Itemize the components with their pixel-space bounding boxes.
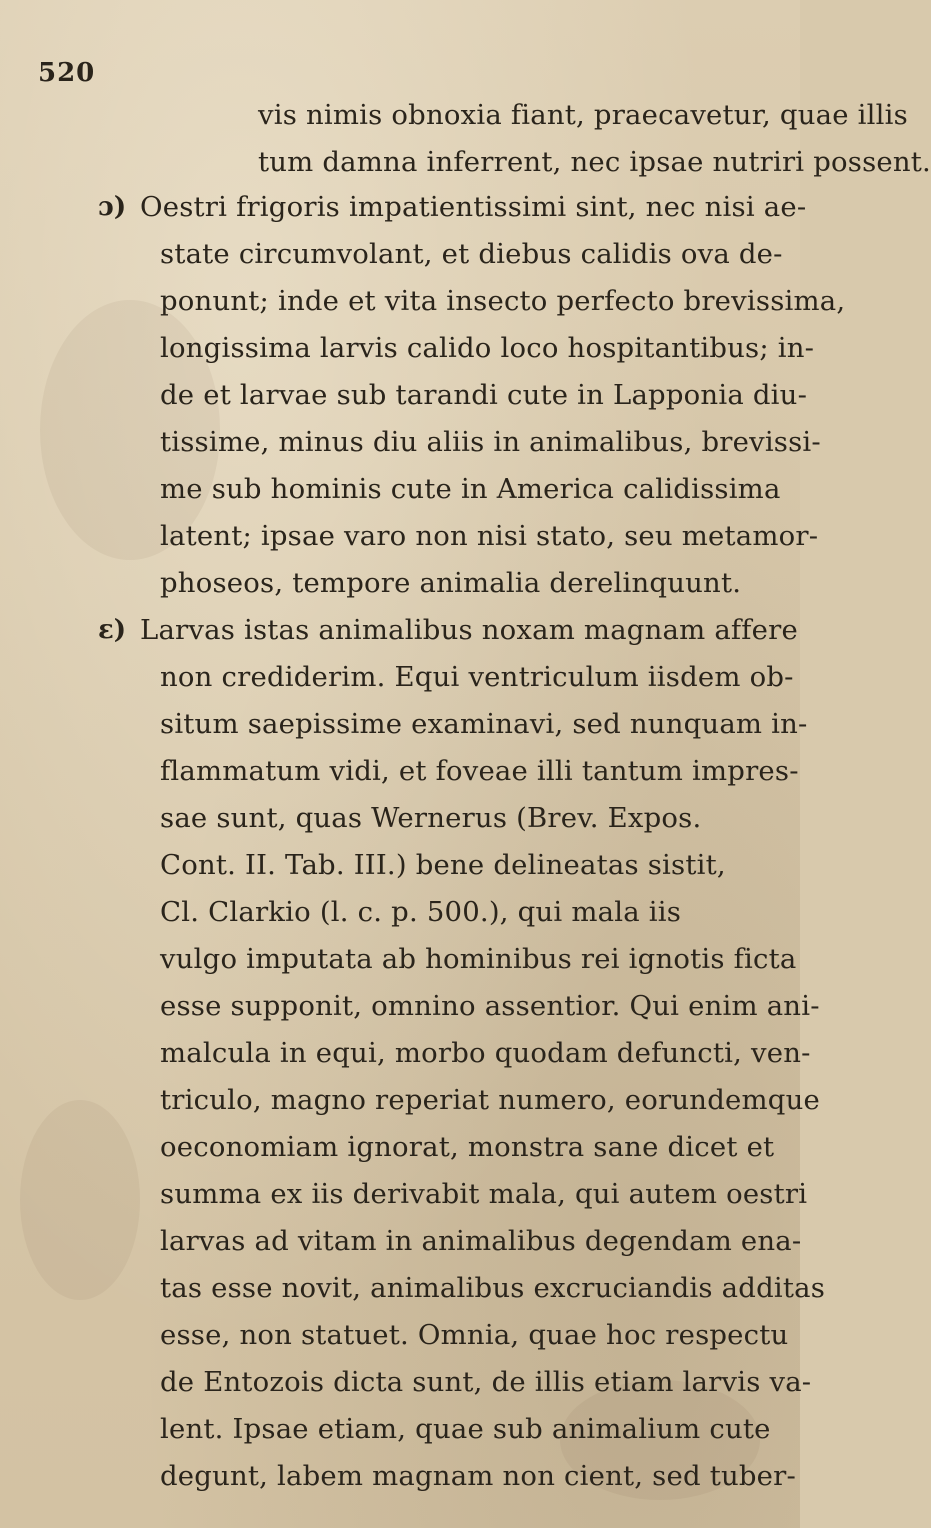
text-line: tas esse novit, animalibus excruciandis additas <box>160 1272 826 1304</box>
text-line: vis nimis obnoxia fiant, praecavetur, quae illis <box>258 99 908 131</box>
footnote-marker: ɛ) <box>98 615 127 645</box>
text-line: phoseos, tempore animalia derelinquunt. <box>160 567 742 599</box>
text-line: degunt, labem magnam non cient, sed tuber- <box>160 1460 796 1492</box>
page-number: 520 <box>38 58 96 88</box>
text-line: esse, non statuet. Omnia, quae hoc respectu <box>160 1319 789 1351</box>
text-line: esse supponit, omnino assentior. Qui enim ani- <box>160 990 820 1022</box>
text-line: vulgo imputata ab hominibus rei ignotis ficta <box>160 943 797 975</box>
text-line: de et larvae sub tarandi cute in Lapponia diu- <box>160 379 808 411</box>
text-line: longissima larvis calido loco hospitantibus; in- <box>160 332 815 364</box>
text-line: Oestri frigoris impatientissimi sint, nec nisi ae- <box>140 191 807 223</box>
text-line: latent; ipsae varo non nisi stato, seu metamor- <box>160 520 819 552</box>
text-line: larvas ad vitam in animalibus degendam ena- <box>160 1225 802 1257</box>
text-line: triculo, magno reperiat numero, eorundemque <box>160 1084 820 1116</box>
footnote-marker: ɔ) <box>98 192 127 222</box>
text-line: Cl. Clarkio (l. c. p. 500.), qui mala iis <box>160 896 682 928</box>
text-line: situm saepissime examinavi, sed nunquam in- <box>160 708 808 740</box>
text-line: me sub hominis cute in America calidissima <box>160 473 781 505</box>
text-line: state circumvolant, et diebus calidis ova de- <box>160 238 783 270</box>
text-line: summa ex iis derivabit mala, qui autem oestri <box>160 1178 808 1210</box>
text-line: malcula in equi, morbo quodam defuncti, ven- <box>160 1037 811 1069</box>
text-line: de Entozois dicta sunt, de illis etiam larvis va- <box>160 1366 812 1398</box>
text-line: tum damna inferrent, nec ipsae nutriri possent. <box>258 146 931 178</box>
text-line: Cont. II. Tab. III.) bene delineatas sistit, <box>160 849 726 881</box>
text-line: lent. Ipsae etiam, quae sub animalium cute <box>160 1413 771 1445</box>
text-line: Larvas istas animalibus noxam magnam affere <box>140 614 798 646</box>
text-line: ponunt; inde et vita insecto perfecto brevissima, <box>160 285 846 317</box>
text-line: tissime, minus diu aliis in animalibus, brevissi- <box>160 426 821 458</box>
text-line: non crediderim. Equi ventriculum iisdem ob- <box>160 661 794 693</box>
text-line: sae sunt, quas Wernerus (Brev. Expos. <box>160 802 702 834</box>
text-line: oeconomiam ignorat, monstra sane dicet et <box>160 1131 775 1163</box>
text-line: flammatum vidi, et foveae illi tantum impres- <box>160 755 799 787</box>
